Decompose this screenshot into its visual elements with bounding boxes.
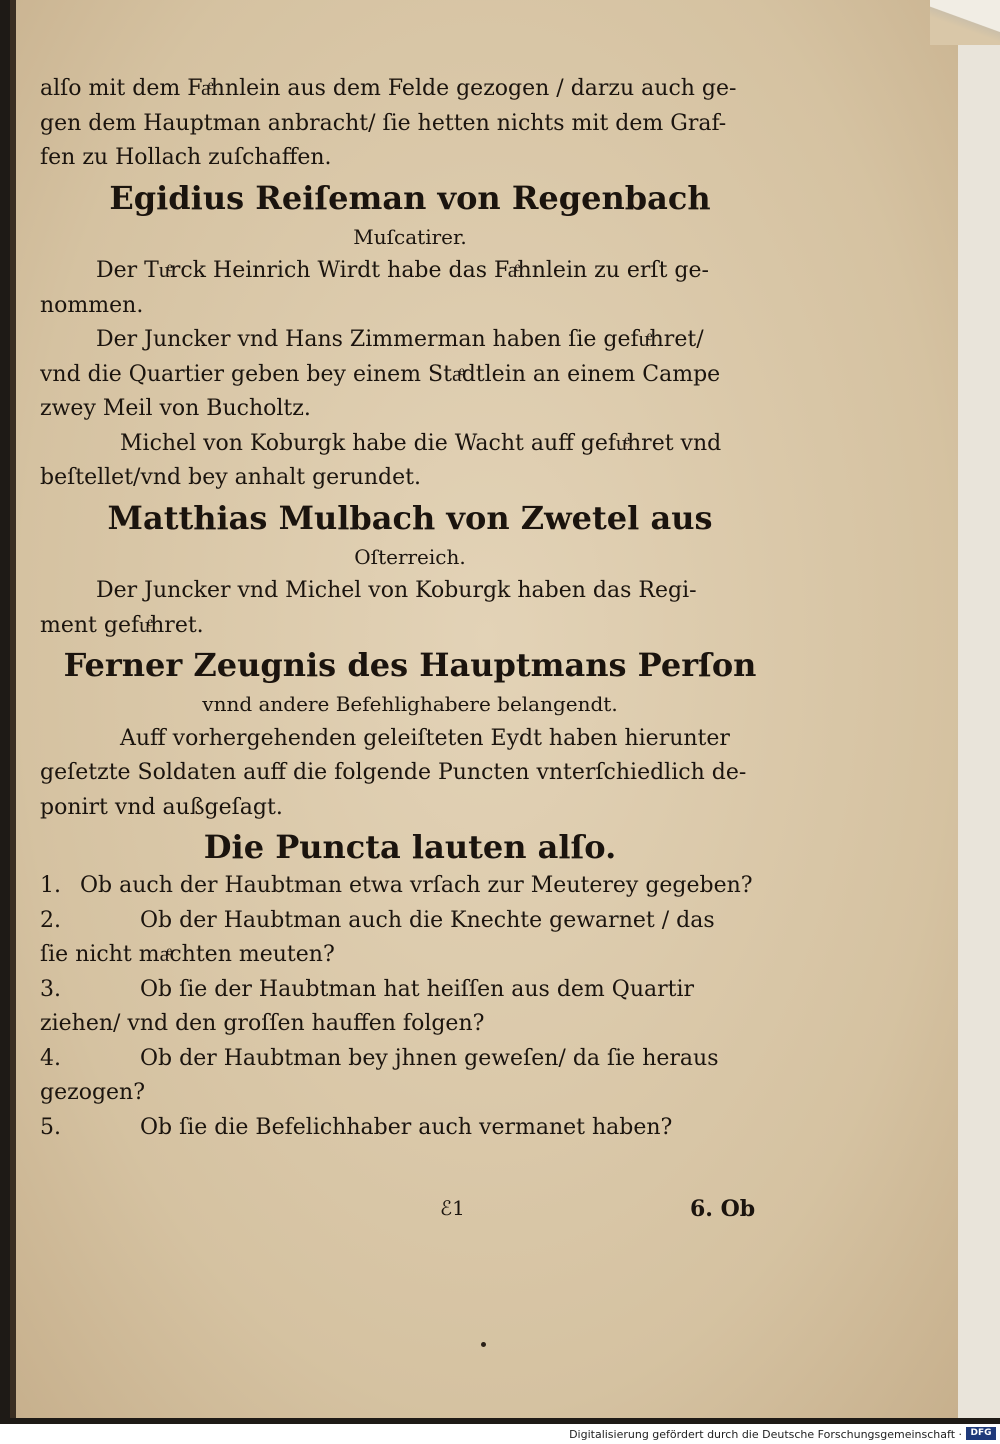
- folded-page-corner: [930, 0, 1000, 45]
- signature-mark: ℰ1: [440, 1196, 465, 1220]
- numbered-question: [40, 869, 780, 904]
- question-number: 1.: [40, 873, 61, 898]
- question-text: Ob der Haubtman auch die Knechte gewarnet / das: [140, 907, 715, 933]
- numbered-question: [40, 1042, 780, 1077]
- text-line: vnd die Quartier geben bey einem Staͤdtlein an einem Campe: [40, 361, 721, 387]
- question-text: Ob ſie der Haubtman hat heiſſen aus dem Quartir: [140, 976, 695, 1002]
- text-line: zwey Meil von Bucholtz.: [40, 396, 311, 421]
- text-line: Auff vorhergehenden geleiſteten Eydt haben hierunter: [120, 725, 730, 751]
- question-number: 2.: [40, 907, 61, 933]
- witness-name-heading: Egidius Reiſeman von Regenbach: [109, 178, 711, 217]
- text-line: ponirt vnd außgeſagt.: [40, 794, 283, 820]
- numbered-question: [40, 973, 780, 1008]
- ink-dot: [481, 1342, 486, 1347]
- text-line: alſo mit dem Faͤhnlein aus dem Felde gezogen / darzu auch ge-: [40, 76, 737, 101]
- text-line: nommen.: [40, 292, 144, 318]
- puncta-heading: Die Puncta lauten alſo.: [203, 828, 617, 866]
- text-line: geſetzte Soldaten auff die folgende Puncten vnterſchiedlich de-: [40, 760, 747, 785]
- text-line: gen dem Hauptman anbracht/ ſie hetten nichts mit dem Graf-: [40, 110, 727, 136]
- section-subheading: vnnd andere Befehlighabere belangendt.: [202, 692, 618, 716]
- text-line: Der Juncker vnd Hans Zimmerman haben ſie gefuͤhret/: [96, 327, 704, 352]
- witness-origin: Oſterreich.: [354, 544, 466, 569]
- page-text: [40, 72, 780, 1145]
- catchword: 6. Ob: [690, 1196, 756, 1222]
- text-line: beſtellet/vnd bey anhalt gerundet.: [40, 465, 421, 490]
- dfg-logo: DFG: [966, 1427, 996, 1440]
- text-line: gezogen?: [40, 1080, 146, 1105]
- question-number: 4.: [40, 1045, 61, 1071]
- question-text: Ob ſie die Befelichhaber auch vermanet haben?: [140, 1114, 673, 1140]
- numbered-question: [40, 1111, 780, 1146]
- digitization-footer: [0, 1424, 1000, 1444]
- text-line: Der Tuͤrck Heinrich Wirdt habe das Faͤhnlein zu erſt ge-: [96, 258, 709, 283]
- text-line: fen zu Hollach zuſchaffen.: [40, 145, 332, 170]
- scan-background: [958, 40, 1000, 1418]
- text-line: ziehen/ vnd den groſſen hauffen folgen?: [40, 1011, 485, 1036]
- question-text: Ob auch der Haubtman etwa vrſach zur Meuterey gegeben?: [80, 873, 753, 898]
- text-line: Michel von Koburgk habe die Wacht auff gefuͤhret vnd: [120, 430, 722, 456]
- section-heading: Ferner Zeugnis des Hauptmans Perſon: [63, 646, 757, 684]
- text-line: ſie nicht maͤchten meuten?: [40, 942, 335, 967]
- witness-name-heading: Matthias Mulbach von Zwetel aus: [107, 498, 713, 537]
- text-line: ment gefuͤhret.: [40, 612, 204, 638]
- question-number: 3.: [40, 976, 61, 1002]
- question-number: 5.: [40, 1114, 61, 1140]
- footer-credit: Digitalisierung gefördert durch die Deutsche Forschungsgemeinschaft ·: [569, 1428, 962, 1441]
- question-text: Ob der Haubtman bey jhnen geweſen/ da ſie heraus: [140, 1045, 719, 1071]
- numbered-question: [40, 904, 780, 939]
- text-line: Der Juncker vnd Michel von Koburgk haben das Regi-: [96, 578, 697, 603]
- witness-role: Muſcatirer.: [353, 224, 467, 249]
